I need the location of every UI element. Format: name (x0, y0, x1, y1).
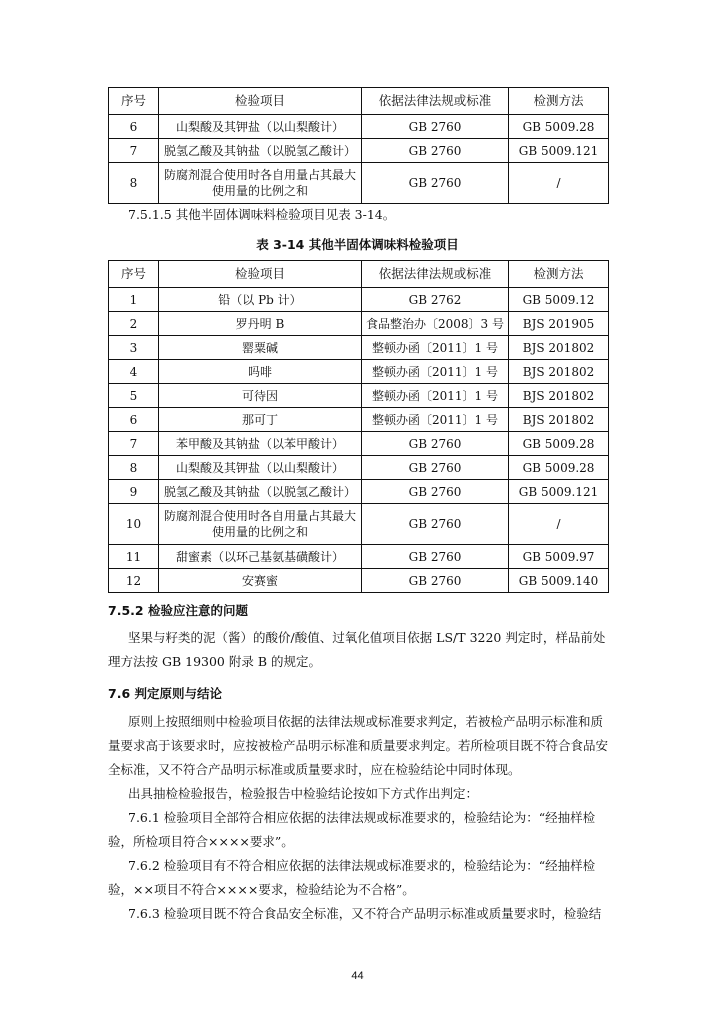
table-row (109, 504, 609, 545)
paragraph-line: 量要求高于该要求时，应按被检产品明示标准和质量要求判定。若所检项目既不符合食品安 (108, 738, 609, 753)
inspection-table-continued (108, 87, 609, 204)
cell-basis: 整顿办函〔2011〕1 号 (362, 360, 509, 384)
paragraph-line: 出具抽检检验报告，检验报告中检验结论按如下方式作出判定： (128, 786, 479, 801)
cell-basis: 食品整治办〔2008〕3 号 (362, 312, 509, 336)
paragraph-line: 验，所检项目符合××××要求”。 (108, 834, 294, 849)
section-heading-7-5-2: 7.5.2 检验应注意的问题 (108, 603, 248, 618)
cell-seq: 8 (109, 456, 159, 480)
paragraph-line: 全标准，又不符合产品明示标准或质量要求时，应在检验结论中同时体现。 (108, 762, 521, 777)
cell-method: GB 5009.97 (509, 545, 609, 569)
header-basis: 依据法律法规或标准 (362, 261, 509, 288)
cell-seq: 4 (109, 360, 159, 384)
header-method: 检测方法 (509, 261, 609, 288)
table-row (109, 480, 609, 504)
table-row (109, 408, 609, 432)
page-number: 44 (351, 970, 364, 982)
cell-method: GB 5009.140 (509, 569, 609, 593)
cell-item: 安赛蜜 (159, 569, 362, 593)
cell-basis: 整顿办函〔2011〕1 号 (362, 384, 509, 408)
cell-item: 山梨酸及其钾盐（以山梨酸计） (159, 456, 362, 480)
cell-item: 山梨酸及其钾盐（以山梨酸计） (159, 115, 362, 139)
header-method: 检测方法 (509, 88, 609, 115)
cell-method: BJS 201802 (509, 384, 609, 408)
table-row (109, 432, 609, 456)
paragraph-line: 理方法按 GB 19300 附录 B 的规定。 (108, 654, 321, 669)
cell-method: BJS 201802 (509, 408, 609, 432)
cell-method: GB 5009.12 (509, 288, 609, 312)
cell-item: 甜蜜素（以环己基氨基磺酸计） (159, 545, 362, 569)
cell-basis: GB 2760 (362, 115, 509, 139)
cell-method: GB 5009.121 (509, 139, 609, 163)
header-seq: 序号 (109, 88, 159, 115)
cell-method: GB 5009.28 (509, 456, 609, 480)
cell-basis: 整顿办函〔2011〕1 号 (362, 408, 509, 432)
table-caption: 表 3-14 其他半固体调味料检验项目 (256, 237, 459, 252)
cell-seq: 1 (109, 288, 159, 312)
cell-basis: GB 2762 (362, 288, 509, 312)
cell-item: 铅（以 Pb 计） (159, 288, 362, 312)
cell-seq: 8 (109, 163, 159, 204)
section-heading-7-6: 7.6 判定原则与结论 (108, 686, 222, 701)
cell-item: 罂粟碱 (159, 336, 362, 360)
cell-item: 脱氢乙酸及其钠盐（以脱氢乙酸计） (159, 480, 362, 504)
cell-seq: 9 (109, 480, 159, 504)
cell-method: BJS 201802 (509, 360, 609, 384)
table-row (109, 569, 609, 593)
cell-seq: 11 (109, 545, 159, 569)
cell-method: GB 5009.28 (509, 432, 609, 456)
cell-seq: 10 (109, 504, 159, 545)
paragraph-line: 验，××项目不符合××××要求，检验结论为不合格”。 (108, 882, 415, 897)
cell-basis: GB 2760 (362, 545, 509, 569)
table-row (109, 360, 609, 384)
cell-basis: GB 2760 (362, 139, 509, 163)
paragraph-line: 7.6.1 检验项目全部符合相应依据的法律法规或标准要求的，检验结论为：“经抽样检 (128, 810, 596, 825)
table-header-row (109, 88, 609, 115)
cell-item: 可待因 (159, 384, 362, 408)
cell-method: BJS 201905 (509, 312, 609, 336)
cell-item: 苯甲酸及其钠盐（以苯甲酸计） (159, 432, 362, 456)
cell-basis: 整顿办函〔2011〕1 号 (362, 336, 509, 360)
cell-method: BJS 201802 (509, 336, 609, 360)
cell-basis: GB 2760 (362, 163, 509, 204)
cell-item: 吗啡 (159, 360, 362, 384)
header-seq: 序号 (109, 261, 159, 288)
cell-method: GB 5009.28 (509, 115, 609, 139)
cell-basis: GB 2760 (362, 569, 509, 593)
header-basis: 依据法律法规或标准 (362, 88, 509, 115)
paragraph-line: 原则上按照细则中检验项目依据的法律法规或标准要求判定，若被检产品明示标准和质 (128, 714, 604, 729)
cell-seq: 5 (109, 384, 159, 408)
cell-item: 防腐剂混合使用时各自用量占其最大使用量的比例之和 (159, 163, 362, 204)
header-item: 检验项目 (159, 261, 362, 288)
cell-item: 防腐剂混合使用时各自用量占其最大使用量的比例之和 (159, 504, 362, 545)
table-row (109, 336, 609, 360)
cell-seq: 3 (109, 336, 159, 360)
cell-item: 脱氢乙酸及其钠盐（以脱氢乙酸计） (159, 139, 362, 163)
note-7-5-1-5: 7.5.1.5 其他半固体调味料检验项目见表 3-14。 (128, 207, 396, 222)
cell-basis: GB 2760 (362, 504, 509, 545)
cell-basis: GB 2760 (362, 456, 509, 480)
table-row (109, 312, 609, 336)
paragraph-line: 7.6.3 检验项目既不符合食品安全标准，又不符合产品明示标准或质量要求时，检验结 (128, 906, 602, 921)
cell-method: / (509, 504, 609, 545)
table-row (109, 163, 609, 204)
table-row (109, 115, 609, 139)
cell-seq: 12 (109, 569, 159, 593)
cell-seq: 7 (109, 139, 159, 163)
header-item: 检验项目 (159, 88, 362, 115)
table-row (109, 288, 609, 312)
cell-method: / (509, 163, 609, 204)
table-header-row (109, 261, 609, 288)
cell-basis: GB 2760 (362, 432, 509, 456)
cell-seq: 2 (109, 312, 159, 336)
cell-seq: 6 (109, 408, 159, 432)
paragraph-line: 7.6.2 检验项目有不符合相应依据的法律法规或标准要求的，检验结论为：“经抽样检 (128, 858, 596, 873)
cell-seq: 7 (109, 432, 159, 456)
cell-item: 那可丁 (159, 408, 362, 432)
table-row (109, 545, 609, 569)
table-row (109, 384, 609, 408)
table-row (109, 139, 609, 163)
paragraph-line: 坚果与籽类的泥（酱）的酸价/酸值、过氧化值项目依据 LS/T 3220 判定时，样品前处 (128, 630, 606, 645)
cell-basis: GB 2760 (362, 480, 509, 504)
cell-item: 罗丹明 B (159, 312, 362, 336)
table-row (109, 456, 609, 480)
cell-seq: 6 (109, 115, 159, 139)
inspection-table-3-14 (108, 260, 609, 593)
cell-method: GB 5009.121 (509, 480, 609, 504)
